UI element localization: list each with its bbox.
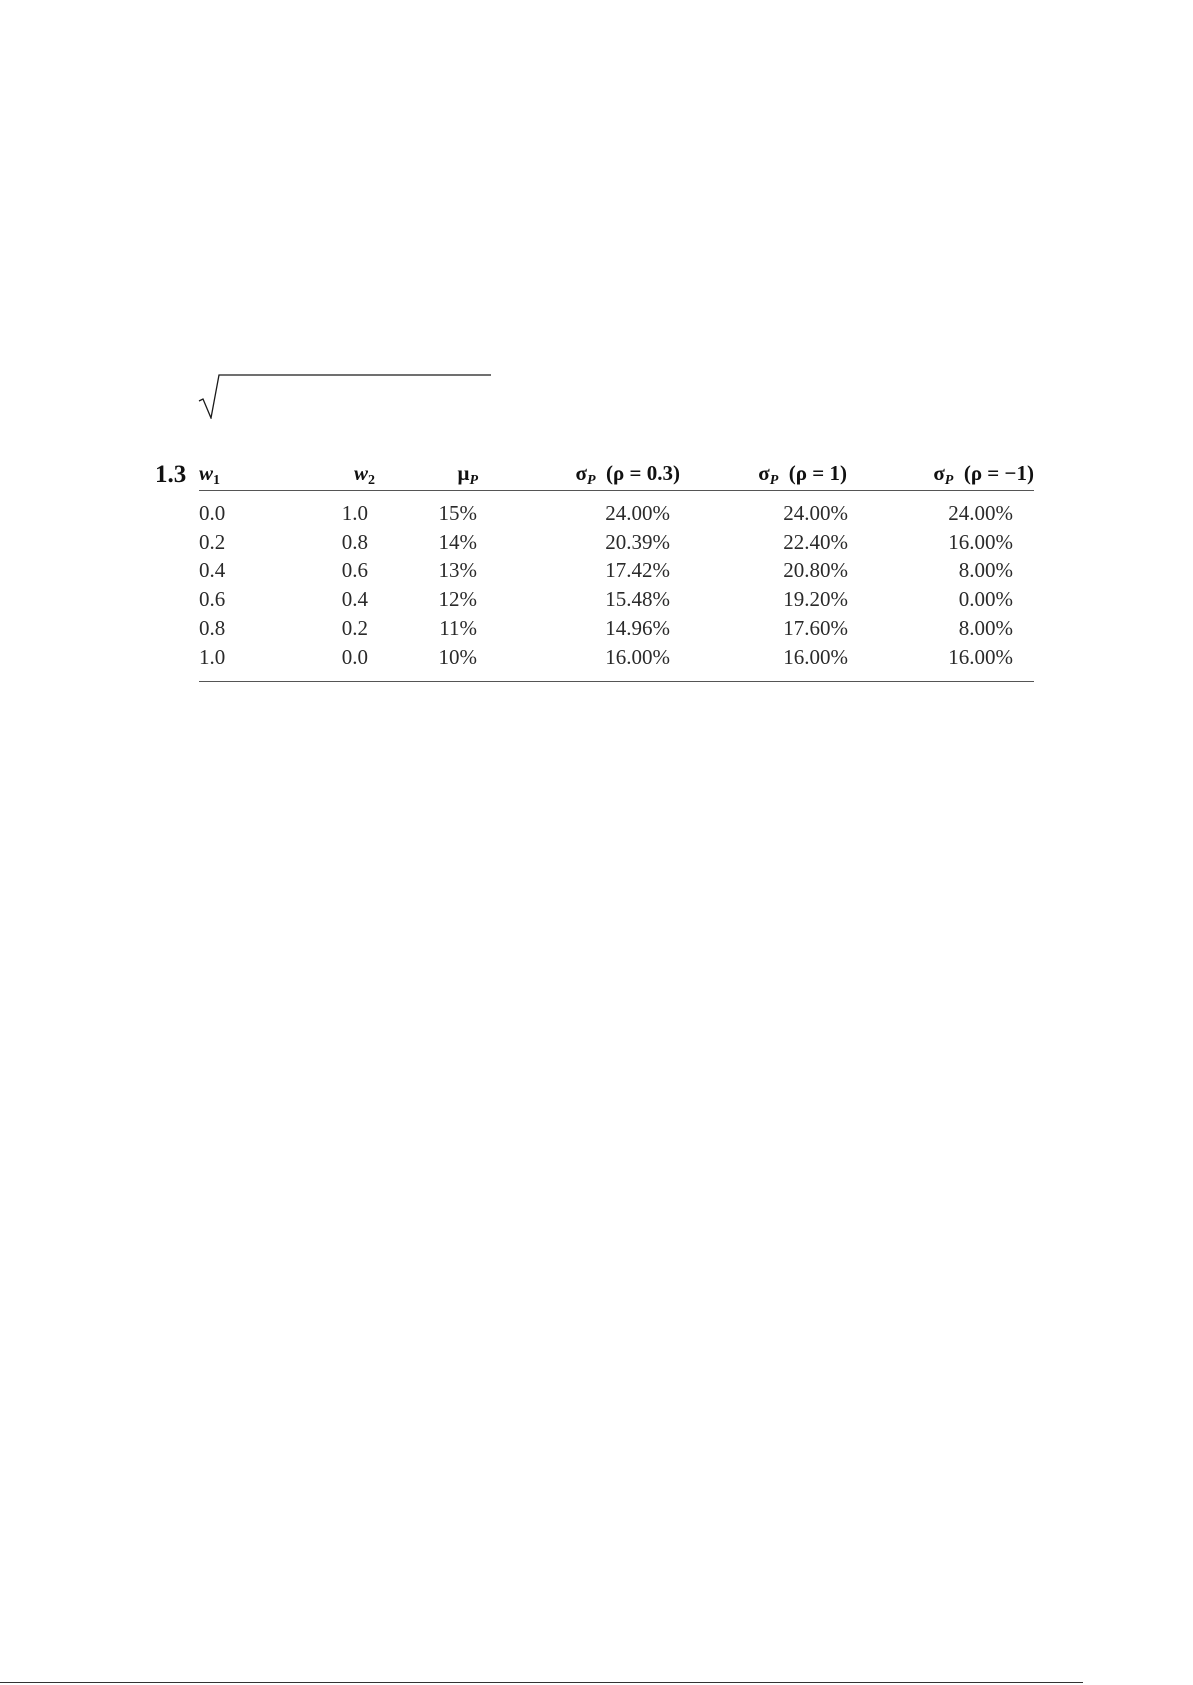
header-mu xyxy=(405,456,512,491)
table-row xyxy=(199,643,1034,681)
cell-sigma-rho-03: 17.42% xyxy=(605,558,670,583)
cell-w1: 0.0 xyxy=(199,500,226,525)
cell-sigma-rho-minus-1: 16.00% xyxy=(876,643,1034,681)
cell-mu: 12% xyxy=(438,587,477,612)
table-header xyxy=(199,456,1034,491)
cell-w1: 0.8 xyxy=(199,616,226,641)
cell-w2: 0.4 xyxy=(341,587,368,612)
cell-sigma-rho-minus-1: 16.00% xyxy=(948,529,1013,554)
cell-mu: 14% xyxy=(438,529,477,554)
header-row xyxy=(199,456,1034,491)
table-row xyxy=(199,491,1034,528)
cell-sigma-rho-1: 22.40% xyxy=(783,529,848,554)
cell-w2: 0.8 xyxy=(341,529,368,554)
cell-mu: 13% xyxy=(438,558,477,583)
cell-sigma-rho-minus-1: 8.00% xyxy=(958,616,1013,641)
problem-number: 1.3 xyxy=(155,461,187,488)
cell-w1: 0.6 xyxy=(199,587,226,612)
table-row xyxy=(199,585,1034,614)
header-sigma-rho-03 xyxy=(512,456,690,491)
cell-w2: 0.6 xyxy=(341,558,368,583)
header-sigma-03-cond: (ρ = 0.3) xyxy=(606,460,680,485)
cell-mu: 10% xyxy=(405,643,512,681)
header-sigma-m1-cond: (ρ = −1) xyxy=(963,460,1034,485)
header-sigma-rho-minus-1 xyxy=(876,456,1034,491)
square-root-symbol xyxy=(198,373,492,419)
table-row xyxy=(199,528,1034,557)
header-w1-symbol: w xyxy=(199,460,214,485)
cell-sigma-rho-1: 19.20% xyxy=(783,587,848,612)
header-sigma-m1-sub: P xyxy=(944,472,954,488)
header-mu-symbol: μ xyxy=(457,460,470,485)
cell-w2: 1.0 xyxy=(341,500,368,525)
cell-sigma-rho-1: 24.00% xyxy=(783,500,848,525)
cell-sigma-rho-03: 14.96% xyxy=(605,616,670,641)
cell-sigma-rho-minus-1: 8.00% xyxy=(958,558,1013,583)
page-bottom-divider xyxy=(0,1682,1083,1683)
header-sigma-1-cond: (ρ = 1) xyxy=(788,460,847,485)
cell-sigma-rho-03: 16.00% xyxy=(512,643,690,681)
header-w2 xyxy=(286,456,405,491)
cell-sigma-rho-03: 24.00% xyxy=(605,500,670,525)
header-w2-sub: 2 xyxy=(368,472,375,488)
table-row xyxy=(199,614,1034,643)
header-sigma-m1-symbol: σ xyxy=(933,460,945,485)
cell-mu: 11% xyxy=(439,616,477,641)
portfolio-table-container xyxy=(199,456,1034,682)
header-sigma-rho-1 xyxy=(690,456,876,491)
cell-w1: 1.0 xyxy=(199,643,286,681)
cell-w2: 0.2 xyxy=(341,616,368,641)
cell-sigma-rho-03: 20.39% xyxy=(605,529,670,554)
cell-sigma-rho-1: 20.80% xyxy=(783,558,848,583)
cell-sigma-rho-03: 15.48% xyxy=(605,587,670,612)
header-sigma-03-symbol: σ xyxy=(575,460,587,485)
cell-w1: 0.4 xyxy=(199,558,226,583)
cell-sigma-rho-minus-1: 0.00% xyxy=(958,587,1013,612)
table-body xyxy=(199,491,1034,682)
header-mu-sub: P xyxy=(469,472,478,488)
header-w2-symbol: w xyxy=(353,460,368,485)
header-sigma-03-sub: P xyxy=(586,472,596,488)
header-w1 xyxy=(199,456,286,491)
cell-w2: 0.0 xyxy=(286,643,405,681)
cell-sigma-rho-1: 17.60% xyxy=(783,616,848,641)
cell-w1: 0.2 xyxy=(199,529,226,554)
cell-sigma-rho-1: 16.00% xyxy=(690,643,876,681)
header-sigma-1-sub: P xyxy=(769,472,779,488)
cell-sigma-rho-minus-1: 24.00% xyxy=(948,500,1013,525)
table-row xyxy=(199,557,1034,586)
portfolio-table xyxy=(199,456,1034,682)
cell-mu: 15% xyxy=(438,500,477,525)
header-sigma-1-symbol: σ xyxy=(758,460,770,485)
header-w1-sub: 1 xyxy=(213,472,221,488)
